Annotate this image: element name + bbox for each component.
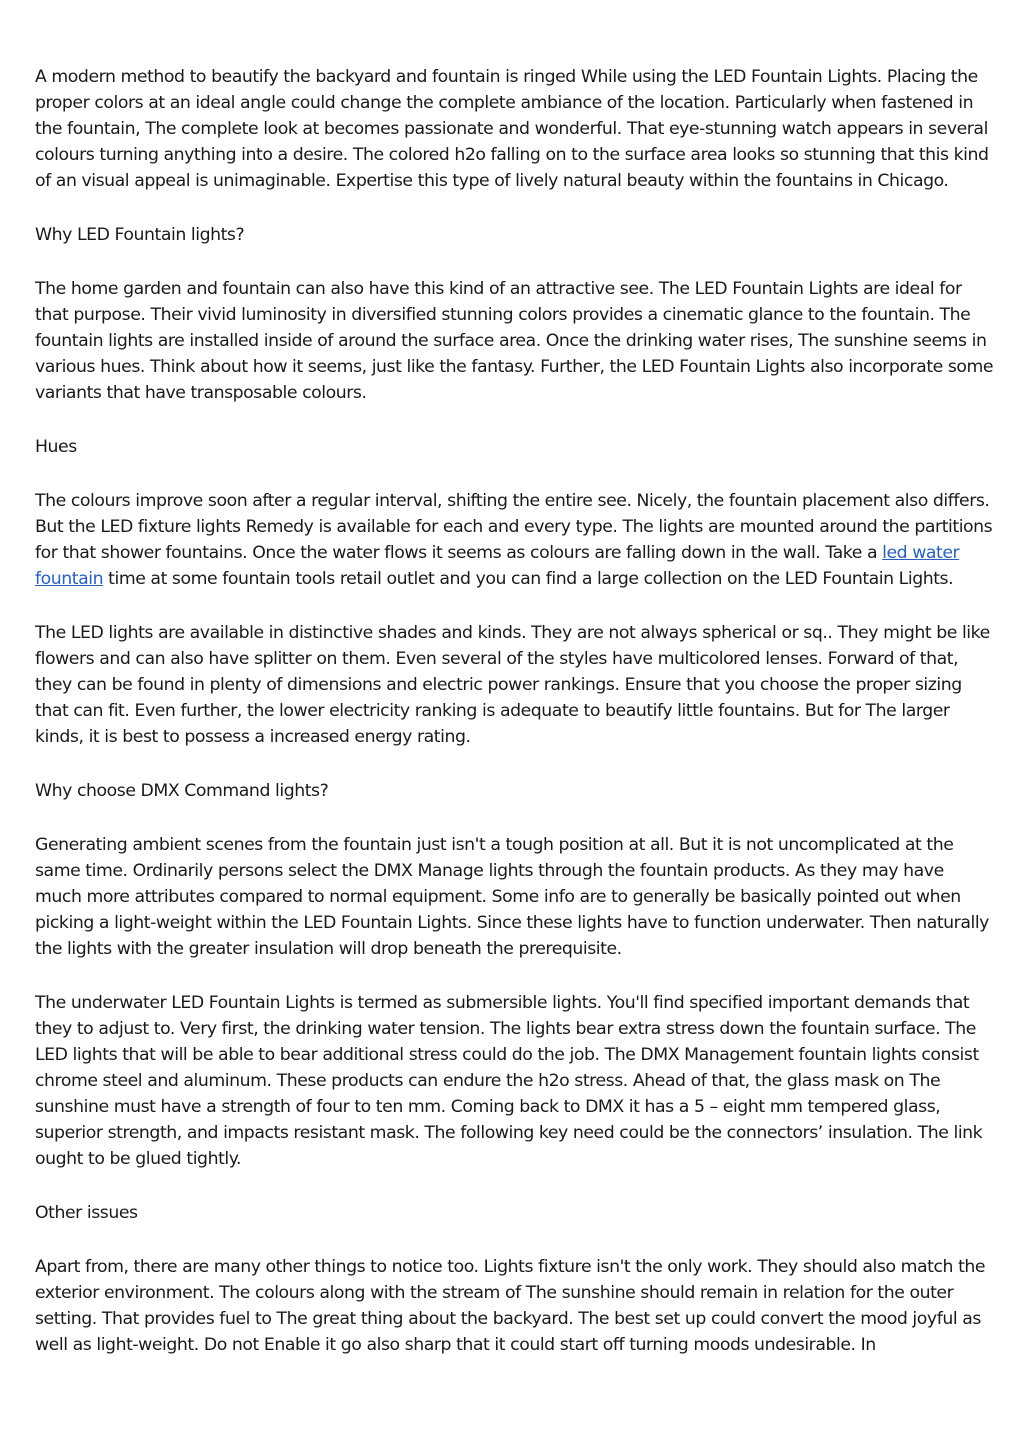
paragraph-shades: The LED lights are available in distinctive shades and kinds. They are not always spherical or sq.. They might be like flowers and can also have splitter on them. Even several of the styles have multicolored lenses. Forward of that, they can be found in plenty of dimensions and electric power rankings. Ensure that you choose the proper sizing that can fit. Even further, the lower electricity ranking is adequate to beautify little fountains. But for The larger kinds, it is best to possess a increased energy rating. [35,623,990,747]
paragraph-other: Apart from, there are many other things to notice too. Lights fixture isn't the only work. They should also match the exterior environment. The colours along with the stream of The sunshine should remain in relation for the outer setting. That provides fuel to The great thing about the backyard. The best set up could convert the mood joyful as well as light-weight. Do not Enable it go also sharp that it could start off turning moods undesirable. In [35,1257,986,1355]
paragraph-colours [35,488,995,592]
paragraph-colours-text-end: time at some fountain tools retail outlet and you can find a large collection on the LED Fountain Lights. [103,569,954,589]
article-body [35,64,995,1386]
paragraph-colours-text-start: The colours improve soon after a regular interval, shifting the entire see. Nicely, the fountain placement also differs. But the LED fixture lights Remedy is available for each and every type. The lights are mounted around the partitions for that shower fountains. Once the water flows it seems as colours are falling down in the wall. Take a [35,491,993,563]
heading-hues: Hues [35,437,77,457]
paragraph-garden: The home garden and fountain can also have this kind of an attractive see. The LED Fountain Lights are ideal for that purpose. Their vivid luminosity in diversified stunning colors provides a cinematic glance to the fountain. The fountain lights are installed inside of around the surface area. Once the drinking water rises, The sunshine seems in various hues. Think about how it seems, just like the fantasy. Further, the LED Fountain Lights also incorporate some variants that have transposable colours. [35,279,994,403]
paragraph-underwater: The underwater LED Fountain Lights is termed as submersible lights. You'll find specified important demands that they to adjust to. Very first, the drinking water tension. The lights bear extra stress down the fountain surface. The LED lights that will be able to bear additional stress could do the job. The DMX Management fountain lights consist chrome steel and aluminum. These products can endure the h2o stress. Ahead of that, the glass mask on The sunshine must have a strength of four to ten mm. Coming back to DMX it has a 5 – eight mm tempered glass, superior strength, and impacts resistant mask. The following key need could be the connectors’ insulation. The link ought to be glued tightly. [35,993,983,1169]
heading-dmx: Why choose DMX Command lights? [35,781,329,801]
heading-why-led: Why LED Fountain lights? [35,225,245,245]
led-water-fountain-link[interactable]: led water fountain [35,543,960,589]
paragraph-ambient: Generating ambient scenes from the fountain just isn't a tough position at all. But it is not uncomplicated at the same time. Ordinarily persons select the DMX Manage lights through the fountain products. As they may have much more attributes compared to normal equipment. Some info are to generally be basically pointed out when picking a light-weight within the LED Fountain Lights. Since these lights have to function underwater. Then naturally the lights with the greater insulation will drop beneath the prerequisite. [35,835,989,959]
heading-other-issues: Other issues [35,1203,138,1223]
paragraph-intro: A modern method to beautify the backyard and fountain is ringed While using the LED Fountain Lights. Placing the proper colors at an ideal angle could change the complete ambiance of the location. Particularly when fastened in the fountain, The complete look at becomes passionate and wonderful. That eye-stunning watch appears in several colours turning anything into a desire. The colored h2o falling on to the surface area looks so stunning that this kind of an visual appeal is unimaginable. Expertise this type of lively natural beauty within the fountains in Chicago. [35,67,989,191]
